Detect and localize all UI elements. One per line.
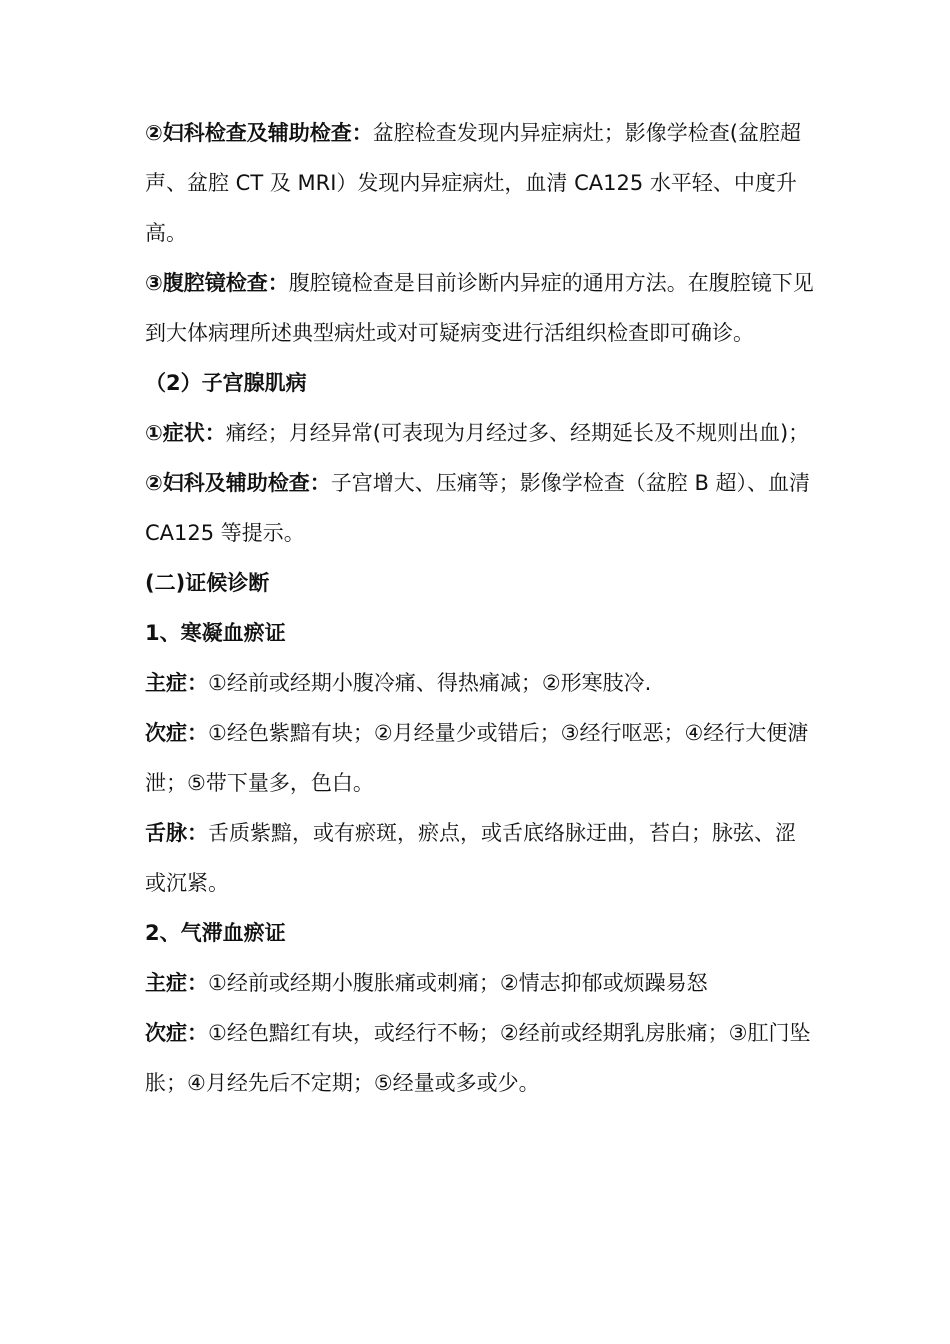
paragraph-text: 盆腔检查发现内异症病灶；影像学检查(盆腔超声、盆腔 CT 及 MRI）发现内异症病灶，血清 CA125 水平轻、中度升高。	[145, 121, 801, 245]
paragraph-main-symptoms-1	[145, 658, 815, 708]
heading-label: (二)证候诊断	[145, 571, 270, 595]
paragraph-text: 痛经；月经异常(可表现为月经过多、经期延长及不规则出血)；	[225, 421, 810, 445]
heading-label: 主症：	[145, 671, 208, 695]
heading-label: ②妇科检查及辅助检查：	[145, 121, 373, 145]
heading-label: 主症：	[145, 971, 208, 995]
heading-label: ③腹腔镜检查：	[145, 271, 289, 295]
paragraph-text: ①经前或经期小腹冷痛、得热痛减；②形寒肢冷.	[208, 671, 652, 695]
heading-label: 2、气滞血瘀证	[145, 921, 286, 945]
paragraph-text: 子宫增大、压痛等；影像学检查（盆腔 B 超）、血清 CA125 等提示。	[145, 471, 811, 545]
heading-label: 次症：	[145, 721, 208, 745]
paragraph-text: 舌质紫黯，或有瘀斑，瘀点，或舌底络脉迂曲，苔白；脉弦、涩或沉紧。	[145, 821, 796, 895]
heading-label: ②妇科及辅助检查：	[145, 471, 331, 495]
paragraph-secondary-symptoms-1	[145, 708, 815, 808]
paragraph-gynecological-exam	[145, 108, 815, 258]
document-body	[145, 108, 815, 1108]
paragraph-tongue-pulse-1	[145, 808, 815, 908]
paragraph-text: 腹腔镜检查是目前诊断内异症的通用方法。在腹腔镜下见到大体病理所述典型病灶或对可疑病变进行活组织检查即可确诊。	[145, 271, 814, 345]
heading-label: 舌脉：	[145, 821, 208, 845]
paragraph-symptoms	[145, 408, 815, 458]
paragraph-text: ①经前或经期小腹胀痛或刺痛；②情志抑郁或烦躁易怒	[208, 971, 708, 995]
section-heading-syndrome-diagnosis	[145, 558, 815, 608]
heading-label: 次症：	[145, 1021, 208, 1045]
section-heading-adenomyosis	[145, 358, 815, 408]
paragraph-auxiliary-exam	[145, 458, 815, 558]
paragraph-text: ①经色紫黯有块；②月经量少或错后；③经行呕恶；④经行大便溏泄；⑤带下量多，色白。	[145, 721, 809, 795]
section-heading-qi-stasis	[145, 908, 815, 958]
heading-label: （2）子宫腺肌病	[145, 371, 307, 395]
heading-label: 1、寒凝血瘀证	[145, 621, 286, 645]
paragraph-main-symptoms-2	[145, 958, 815, 1008]
section-heading-cold-stasis	[145, 608, 815, 658]
heading-label: ①症状：	[145, 421, 226, 445]
paragraph-text: ①经色黯红有块，或经行不畅；②经前或经期乳房胀痛；③肛门坠胀；④月经先后不定期；⑤经量或多或少。	[145, 1021, 811, 1095]
paragraph-secondary-symptoms-2	[145, 1008, 815, 1108]
paragraph-laparoscopy	[145, 258, 815, 358]
